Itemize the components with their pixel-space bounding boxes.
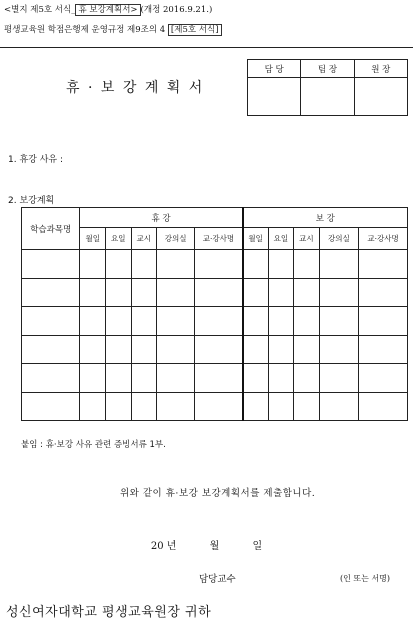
plan-cell[interactable] <box>106 250 132 279</box>
form-revision-date: (개정 2016.9.21.) <box>140 5 213 15</box>
plan-cell[interactable] <box>80 392 106 421</box>
plan-cell[interactable] <box>268 250 294 279</box>
plan-cell[interactable] <box>22 278 80 307</box>
plan-cell[interactable] <box>22 392 80 421</box>
regulation-reference <box>4 23 222 35</box>
plan-row <box>22 392 408 421</box>
plan-cell[interactable] <box>131 250 157 279</box>
makeup-col-instructor: 교·강사명 <box>359 228 408 250</box>
date-line <box>0 537 413 552</box>
makeup-col-weekday: 요일 <box>268 228 294 250</box>
plan-cell[interactable] <box>157 250 195 279</box>
plan-cell[interactable] <box>80 307 106 336</box>
plan-cell[interactable] <box>359 392 408 421</box>
approval-sign-manager[interactable] <box>248 78 301 116</box>
plan-cell[interactable] <box>243 307 269 336</box>
plan-cell[interactable] <box>106 307 132 336</box>
plan-cell[interactable] <box>195 307 243 336</box>
makeup-col-period: 교시 <box>294 228 320 250</box>
plan-cell[interactable] <box>157 335 195 364</box>
plan-cell[interactable] <box>195 335 243 364</box>
leave-col-period: 교시 <box>131 228 157 250</box>
plan-cell[interactable] <box>157 364 195 393</box>
plan-cell[interactable] <box>319 364 358 393</box>
plan-cell[interactable] <box>131 364 157 393</box>
plan-row <box>22 250 408 279</box>
approval-sign-director[interactable] <box>354 78 407 116</box>
plan-cell[interactable] <box>359 250 408 279</box>
plan-cell[interactable] <box>359 335 408 364</box>
plan-cell[interactable] <box>157 307 195 336</box>
makeup-col-date: 월일 <box>243 228 269 250</box>
plan-rows <box>22 250 408 421</box>
submission-statement: 위와 같이 휴·보강 보강계획서를 제출합니다. <box>120 488 316 499</box>
plan-cell[interactable] <box>359 278 408 307</box>
leave-col-room: 강의실 <box>157 228 195 250</box>
plan-cell[interactable] <box>22 250 80 279</box>
plan-cell[interactable] <box>106 364 132 393</box>
plan-cell[interactable] <box>268 335 294 364</box>
plan-cell[interactable] <box>294 392 320 421</box>
approval-header-director: 원 장 <box>354 60 407 78</box>
plan-cell[interactable] <box>243 278 269 307</box>
cancellation-reason-label: 1. 휴강 사유 : <box>8 155 63 165</box>
plan-cell[interactable] <box>80 250 106 279</box>
plan-cell[interactable] <box>294 278 320 307</box>
approval-header-manager: 담 당 <box>248 60 301 78</box>
professor-label: 담당교수 <box>199 574 236 585</box>
form-reference-boxed: 휴 보강계획서> <box>75 4 140 16</box>
plan-cell[interactable] <box>294 335 320 364</box>
plan-cell[interactable] <box>195 392 243 421</box>
plan-cell[interactable] <box>80 364 106 393</box>
makeup-group-header: 보 강 <box>243 208 408 228</box>
approval-table <box>247 59 408 116</box>
document-title: 휴 · 보 강 계 획 서 <box>66 80 205 96</box>
regulation-text: 평생교육원 학점은행제 운영규정 제9조의 4 <box>4 25 168 35</box>
plan-cell[interactable] <box>243 250 269 279</box>
plan-cell[interactable] <box>195 250 243 279</box>
plan-cell[interactable] <box>268 307 294 336</box>
plan-cell[interactable] <box>80 335 106 364</box>
plan-cell[interactable] <box>268 364 294 393</box>
date-day: 일 <box>252 541 263 552</box>
plan-cell[interactable] <box>22 364 80 393</box>
leave-col-instructor: 교·강사명 <box>195 228 243 250</box>
date-year: 20 년 <box>150 541 177 552</box>
plan-cell[interactable] <box>131 335 157 364</box>
plan-cell[interactable] <box>195 278 243 307</box>
attachment-note: 붙임 : 휴·보강 사유 관련 증빙서류 1부. <box>21 440 166 450</box>
makeup-plan-table <box>21 207 408 421</box>
signature-hint: (인 또는 서명) <box>340 574 390 583</box>
plan-cell[interactable] <box>268 392 294 421</box>
plan-cell[interactable] <box>319 307 358 336</box>
date-month: 월 <box>209 541 220 552</box>
plan-row <box>22 307 408 336</box>
plan-cell[interactable] <box>22 307 80 336</box>
plan-cell[interactable] <box>243 364 269 393</box>
plan-cell[interactable] <box>319 250 358 279</box>
plan-row <box>22 278 408 307</box>
leave-group-header: 휴 강 <box>80 208 243 228</box>
regulation-boxed: [제5호 서식] <box>168 24 222 36</box>
plan-cell[interactable] <box>294 250 320 279</box>
plan-cell[interactable] <box>319 392 358 421</box>
plan-cell[interactable] <box>359 307 408 336</box>
leave-col-date: 월일 <box>80 228 106 250</box>
plan-cell[interactable] <box>359 364 408 393</box>
approval-header-team-lead: 팀 장 <box>301 60 354 78</box>
plan-cell[interactable] <box>294 364 320 393</box>
approval-sign-team-lead[interactable] <box>301 78 354 116</box>
form-reference-prefix: <별지 제5호 서식_ <box>4 5 76 15</box>
plan-cell[interactable] <box>319 335 358 364</box>
plan-cell[interactable] <box>294 307 320 336</box>
plan-cell[interactable] <box>268 278 294 307</box>
plan-cell[interactable] <box>131 392 157 421</box>
plan-cell[interactable] <box>157 392 195 421</box>
plan-cell[interactable] <box>195 364 243 393</box>
plan-row <box>22 364 408 393</box>
form-reference <box>4 3 212 15</box>
leave-col-weekday: 요일 <box>106 228 132 250</box>
plan-row <box>22 335 408 364</box>
addressee: 성신여자대학교 평생교육원장 귀하 <box>6 605 212 620</box>
plan-cell[interactable] <box>80 278 106 307</box>
plan-cell[interactable] <box>243 392 269 421</box>
plan-cell[interactable] <box>106 392 132 421</box>
plan-cell[interactable] <box>22 335 80 364</box>
course-name-header: 학습과목명 <box>22 208 80 250</box>
header-divider <box>0 47 413 48</box>
plan-cell[interactable] <box>131 307 157 336</box>
plan-cell[interactable] <box>157 278 195 307</box>
makeup-col-room: 강의실 <box>319 228 358 250</box>
plan-cell[interactable] <box>106 335 132 364</box>
plan-cell[interactable] <box>243 335 269 364</box>
plan-cell[interactable] <box>106 278 132 307</box>
plan-cell[interactable] <box>131 278 157 307</box>
makeup-plan-label: 2. 보강계획 <box>8 196 55 206</box>
plan-cell[interactable] <box>319 278 358 307</box>
